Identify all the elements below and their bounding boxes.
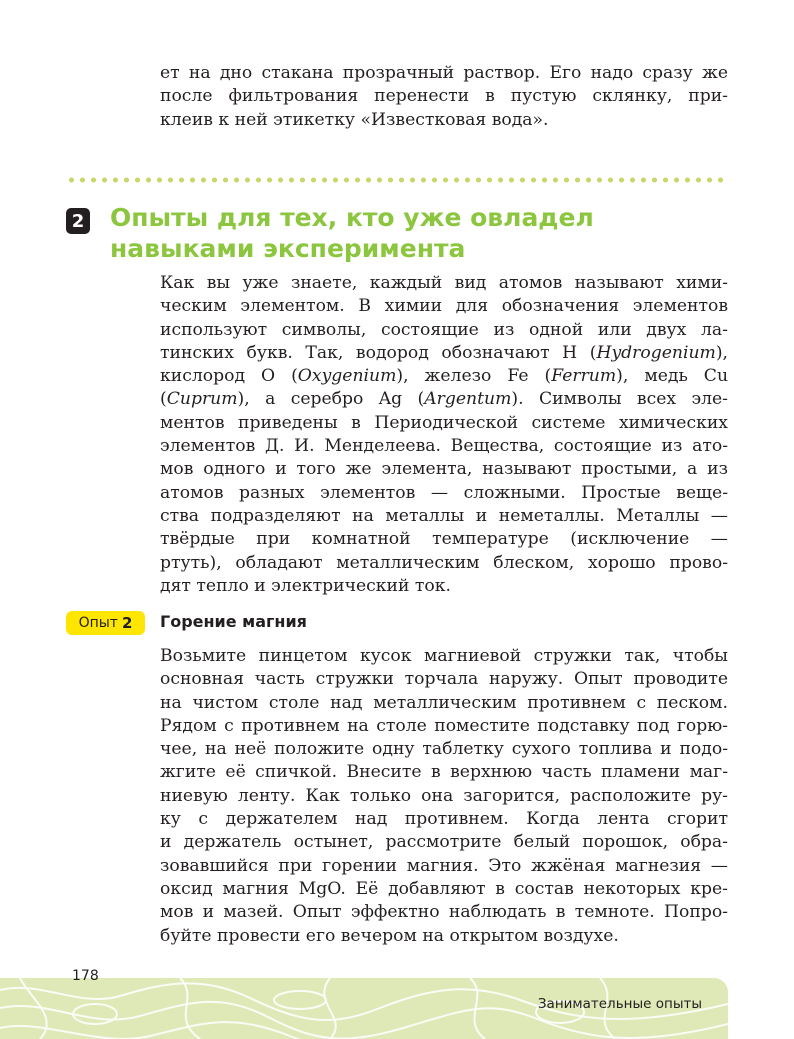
text-line: кислород O (Oxygenium), железо Fe (Ferrum), медь Cu bbox=[160, 366, 729, 387]
text-line: Рядом с противнем на столе поместите подставку под горю- bbox=[160, 715, 728, 736]
intro-paragraph bbox=[160, 62, 728, 132]
text-line: чее, на неё положите одну таблетку сухого топлива и подо- bbox=[160, 739, 728, 760]
text-line: ниевую ленту. Как только она загорится, расположите ру- bbox=[160, 785, 728, 806]
text-line: оксид магния MgO. Её добавляют в состав некоторых кре- bbox=[160, 878, 728, 899]
dotted-divider bbox=[66, 176, 728, 184]
section-title-line: Опыты для тех, кто уже овладел bbox=[110, 203, 594, 232]
running-title: Занимательные опыты bbox=[537, 996, 702, 1012]
text-line: тинских букв. Так, водород обозначают H (Hydrogenium), bbox=[160, 342, 728, 363]
text-line: ртуть), обладают металлическим блеском, хорошо прово- bbox=[160, 552, 728, 573]
experiment-title: Горение магния bbox=[160, 612, 307, 631]
experiment-badge bbox=[66, 611, 145, 635]
experiment-label: Опыт bbox=[78, 615, 118, 631]
text-line: Возьмите пинцетом кусок магниевой стружки так, чтобы bbox=[160, 646, 728, 666]
text-line: буйте провести его вечером на открытом воздухе. bbox=[160, 925, 619, 946]
experiment-paragraph bbox=[160, 645, 728, 948]
text-line: после фильтрования перенести в пустую склянку, при- bbox=[160, 86, 728, 107]
text-line: ет на дно стакана прозрачный раствор. Его надо сразу же bbox=[160, 63, 728, 83]
text-line: ментов приведены в Периодической системе химических bbox=[160, 412, 728, 433]
text-line: (Cuprum), а серебро Ag (Argentum). Символы всех эле- bbox=[160, 389, 728, 410]
text-line: клеив к ней этикетку «Известковая вода». bbox=[160, 109, 549, 130]
text-line: и держатель остынет, рассмотрите белый порошок, обра- bbox=[160, 832, 728, 853]
text-line: ку с держателем над противнем. Когда лента сгорит bbox=[160, 809, 728, 830]
section-title-line: навыками эксперимента bbox=[110, 234, 466, 263]
text-line: на чистом столе над металлическим противнем с песком. bbox=[160, 692, 728, 713]
text-line: ческим элементом. В химии для обозначения элементов bbox=[160, 296, 728, 317]
text-line: используют символы, состоящие из одной или двух ла- bbox=[160, 319, 728, 340]
text-line: мов одного и того же элемента, называют простыми, а из bbox=[160, 459, 728, 480]
section-paragraph bbox=[160, 272, 728, 598]
section-number-badge: 2 bbox=[66, 208, 90, 234]
text-line: элементов Д. И. Менделеева. Вещества, состоящие из ато- bbox=[160, 436, 728, 457]
text-line: атомов разных элементов — сложными. Простые веще- bbox=[160, 482, 728, 503]
section-title bbox=[110, 202, 710, 264]
text-line: дят тепло и электрический ток. bbox=[160, 575, 451, 596]
text-line: твёрдые при комнатной температуре (исключение — bbox=[160, 529, 728, 550]
text-line: зовавшийся при горении магния. Это жжёная магнезия — bbox=[160, 855, 728, 876]
experiment-number: 2 bbox=[121, 614, 133, 632]
text-line: ства подразделяют на металлы и неметаллы. Металлы — bbox=[160, 505, 728, 526]
text-line: основная часть стружки торчала наружу. Опыт проводите bbox=[160, 669, 728, 690]
text-line: жгите её спичкой. Внесите в верхнюю часть пламени маг- bbox=[160, 762, 728, 783]
page-number: 178 bbox=[72, 968, 99, 984]
text-line: мов и мазей. Опыт эффектно наблюдать в темноте. Попро- bbox=[160, 902, 728, 923]
text-line: Как вы уже знаете, каждый вид атомов называют хими- bbox=[160, 273, 728, 293]
